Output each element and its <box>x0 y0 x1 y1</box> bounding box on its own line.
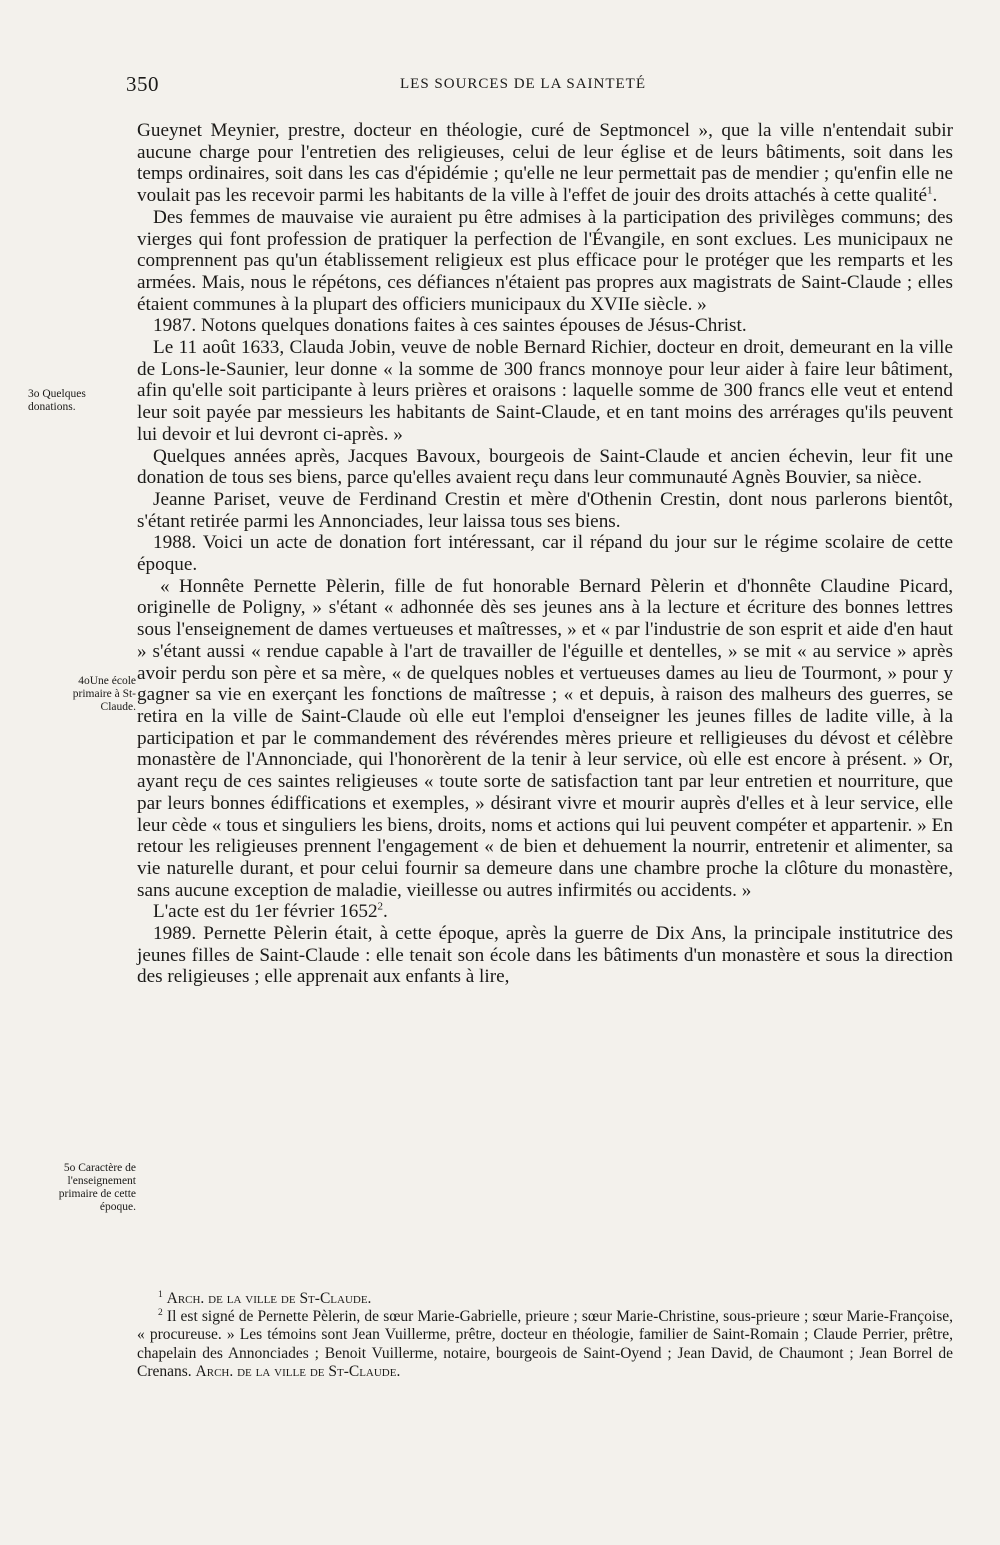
paragraph: 1989. Pernette Pèlerin était, à cette époque, après la guerre de Dix Ans, la principale institutrice des jeunes filles de Saint-Claude : elle tenait son école dans les bâtiments d'un monastère et sous la direction des religieuses ; elle apprenait aux enfants à lire, <box>137 923 953 988</box>
margin-note-teaching-character: 5o Caractère de l'enseignement primaire de cette époque. <box>58 1162 136 1213</box>
footnote-source: Arch. de la ville de St-Claude. <box>195 1362 401 1380</box>
paragraph-text: L'acte est du 1er février 1652 <box>153 901 378 923</box>
body-text <box>137 120 953 988</box>
footnote <box>137 1290 953 1308</box>
footnote-number: 1 <box>158 1289 163 1300</box>
paragraph-end: . <box>383 901 388 923</box>
paragraph: 1987. Notons quelques donations faites à ces saintes épouses de Jésus-Christ. <box>153 315 747 337</box>
footnote-text: Il est signé de Pernette Pèlerin, de sœur Marie-Gabrielle, prieure ; sœur Marie-Christine, sous-prieure ; sœur Marie-Françoise, « procureuse. » Les témoins sont Jean Vuillerme, prêtre, docteur en théologie, familier de Saint-Romain ; Claude Perrier, prêtre, chapelain des Annonciades ; Benoit Vuillerme, notaire, bourgeois de Saint-Oyend ; Jean David, de Chaumont ; Jean Borrel de Crenans. <box>137 1308 953 1380</box>
paragraph: Jeanne Pariset, veuve de Ferdinand Crestin et mère d'Othenin Crestin, dont nous parlerons bientôt, s'étant retirée parmi les Annonciades, leur laissa tous ses biens. <box>137 488 953 532</box>
margin-note-donations: 3o Quelques donations. <box>28 388 86 413</box>
footnote-source: Arch. de la ville de St-Claude. <box>166 1290 372 1307</box>
footnote-number: 2 <box>158 1308 163 1319</box>
paragraph <box>137 901 953 923</box>
paragraph: 1988. Voici un acte de donation fort intéressant, car il répand du jour sur le régime scolaire de cette époque. <box>137 532 953 576</box>
paragraph: Quelques années après, Jacques Bavoux, bourgeois de Saint-Claude et ancien échevin, leur fit une donation de tous ses biens, parce qu'elles avaient reçu dans leur communauté Agnès Bouvier, sa nièce. <box>137 445 953 489</box>
running-head: LES SOURCES DE LA SAINTETÉ <box>400 76 647 92</box>
paragraph: Le 11 août 1633, Clauda Jobin, veuve de noble Bernard Richier, docteur en droit, demeurant en la ville de Lons-le-Saunier, leur donne « la somme de 300 francs monnoye pour leur aider à faire leur bâtiment, afin qu'elle soit participante à leurs prières et oraisons : laquelle somme de 300 francs elle veut et entend leur soit payée par messieurs les habitants de Saint-Claude, et en tant moins des arrérages qu'ils peuvent lui devoir et lui devront ci-après. » <box>137 337 953 445</box>
page-number: 350 <box>126 72 159 96</box>
footnotes <box>137 1290 953 1381</box>
footnote-ref: 2 <box>377 900 384 913</box>
paragraph-end: . <box>932 185 938 207</box>
paragraph: Des femmes de mauvaise vie auraient pu être admises à la participation des privilèges communs; des vierges qui font profession de pratiquer la perfection de l'Évangile, en sont exclues. Les municipaux ne comprennent pas qu'un établissement religieux est plus efficace pour le protéger que les remparts et les armées. Mais, nous le répétons, ces défiances n'étaient pas propres aux magistrats de Saint-Claude ; elles étaient communes à la plupart des officiers municipaux du XVIIe siècle. » <box>137 206 953 315</box>
paragraph <box>137 120 953 207</box>
footnote <box>137 1308 953 1381</box>
paragraph: « Honnête Pernette Pèlerin, fille de fut honorable Bernard Pèlerin et d'honnête Claudine Picard, originelle de Poligny, » s'étant « adhonnée dès ses jeunes ans à la lecture et écriture des bonnes lettres sous l'enseignement de dames vertueuses et maîtresses, » et « par l'industrie de son esprit et aide d'en haut » s'étant aussi « rendue capable à l'art de travailler de l'éguille et dentelles, » se mit « au service » après avoir perdu son père et sa mère, « de quelques nobles et vertueuses dames au lieu de Tourmont, » pour y gagner sa vie en exerçant les fonctions de maîtresse ; « et depuis, à raison des malheurs des guerres, se retira en la ville de Saint-Claude où elle eut l'emploi d'enseigner les jeunes filles de ladite ville, à la participation et par le commandement des révérendes mères prieure et relligieuses du dévost et célèbre monastère de l'Annonciade, qui l'honorèrent de la tenir à leur service, où elle est encore à présent. » Or, ayant reçu de ces saintes religieuses « toute sorte de satisfaction tant par leur entretien et nourriture, que par leurs bonnes édiffications et exemples, » désirant vivre et mourir auprès d'elles et à leur service, elle leur cède « tous et singuliers les biens, droits, noms et actions qui lui peuvent compéter et appartenir. » En retour les religieuses prennent l'engagement « de bien et dehuement la nourrir, entretenir et alimenter, sa vie naturelle durant, et pour celui fournir sa demeure dans une chambre proche la clôture du monastère, sans aucune exception de maladie, vieillesse ou autres infirmités ou accidents. » <box>137 575 953 901</box>
paragraph-text: Gueynet Meynier, prestre, docteur en théologie, curé de Septmoncel », que la ville n'entendait subir aucune charge pour l'entretien des religieuses, celui de leur église et de leurs bâtiments, soit dans les temps ordinaires, soit dans les cas d'épidémie ; qu'elle ne leur permettait pas de mendier ; qu'enfin elle ne voulait pas les recevoir parmi les habitants de la ville à l'effet de jouir des droits attachés à cette qualité <box>137 120 953 207</box>
margin-note-primary-school: 4oUne école primaire à St-Claude. <box>72 675 136 713</box>
footnote-ref: 1 <box>927 184 933 197</box>
